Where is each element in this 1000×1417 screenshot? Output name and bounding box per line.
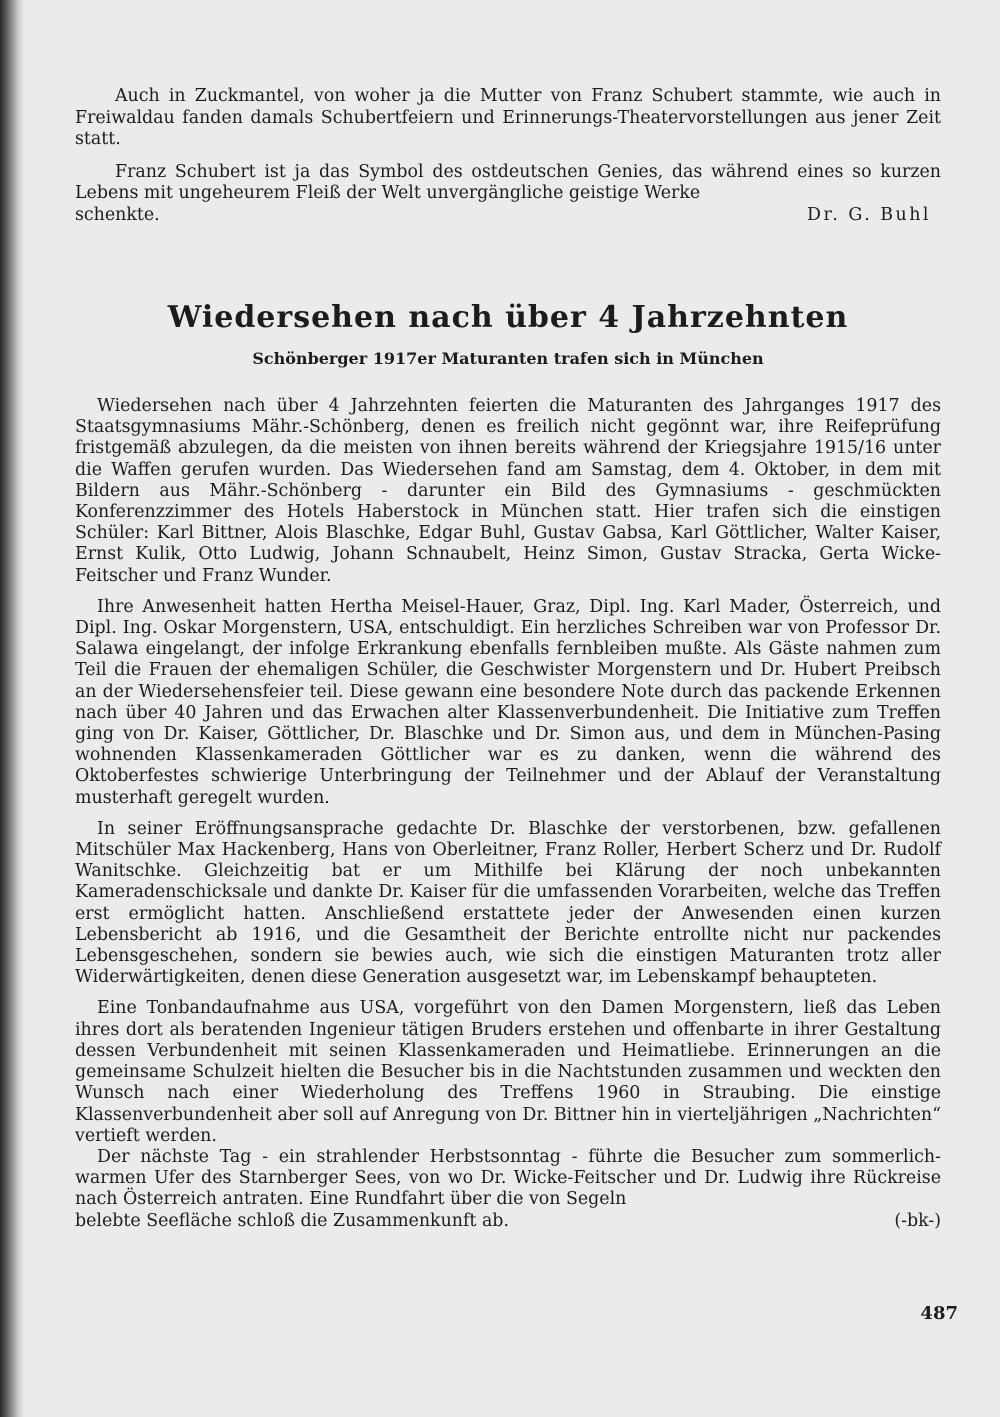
page-content: [75, 86, 941, 1232]
closing-line: [75, 1211, 941, 1232]
article-subtitle: Schönberger 1917er Maturanten trafen sich in München: [252, 349, 764, 368]
signature: Dr. G. Buhl: [807, 204, 931, 225]
author-initials: (-bk-): [894, 1210, 941, 1231]
article-paragraph: In seiner Eröffnungsansprache gedachte Dr. Blaschke der verstorbenen, bzw. gefallenen Mitschüler Max Hackenberg, Hans von Oberleitner, Franz Roller, Herbert Scherz und Dr. Rudolf Wanitschke. Gleichzeitig bat er um Mithilfe bei Klärung der noch unbekannten Kameradenschicksale und dankte Dr. Kaiser für die umfassenden Vorarbeiten, welche das Treffen erst ermöglicht hatten. Anschließend erstattete jeder der Anwesenden einen kurzen Lebensbericht ab 1916, und die Gesamtheit der Berichte entrollte nicht nur packendes Lebensgeschehen, sondern sie bewies auch, wie sich die einstigen Maturanten trotz aller Widerwärtigkeiten, denen diese Generation ausgesetzt war, im Lebenskampf behaupteten.: [75, 818, 941, 988]
closing-text: belebte Seefläche schloß die Zusammenkunft ab.: [75, 1210, 509, 1231]
signature-line: [75, 205, 941, 227]
article-paragraph: Eine Tonbandaufnahme aus USA, vorgeführt von den Damen Morgenstern, ließ das Leben ihres dort als beratenden Ingenieur tätigen Bruders erstehen und offenbarte in ihrer Gestaltung dessen Verbundenheit mit seinen Klassenkameraden und Heimatliebe. Erinnerungen an die gemeinsame Schulzeit hielten die Besucher bis in die Nachtstunden zusammen und weckten den Wunsch nach einer Wiederholung des Treffens 1960 in Straubing. Die einstige Klassenverbundenheit aber soll auf Anregung von Dr. Bittner hin in vierteljährigen „Nachrichten“ vertieft werden.: [75, 998, 941, 1146]
intro-paragraph-2: Franz Schubert ist ja das Symbol des ostdeutschen Genies, das während eines so kurzen Lebens mit ungeheurem Fleiß der Welt unvergängliche geistige Werke: [75, 161, 941, 203]
intro-section: [75, 86, 941, 226]
article-title: Wiedersehen nach über 4 Jahrzehnten: [167, 300, 849, 335]
article-paragraph: Ihre Anwesenheit hatten Hertha Meisel-Hauer, Graz, Dipl. Ing. Karl Mader, Österreich, und Dipl. Ing. Oskar Morgenstern, USA, entschuldigt. Ein herzliches Schreiben war von Professor Dr. Salawa eingelangt, der infolge Erkrankung ebenfalls fernbleiben mußte. Als Gäste nahmen zum Teil die Frauen der ehemaligen Schüler, die Geschwister Morgenstern und Dr. Hubert Preibsch an der Wiedersehensfeier teil. Diese gewann eine besondere Note durch das packende Erkennen nach über 40 Jahren und das Erwachen alter Klassenverbundenheit. Die Initiative zum Treffen ging von Dr. Kaiser, Göttlicher, Dr. Blaschke und Dr. Simon aus, und dem in München-Pasing wohnenden Klassenkameraden Göttlicher war es zu danken, wenn die während des Oktoberfestes schwierige Unterbringung der Teilnehmer und der Ablauf der Veranstaltung musterhaft geregelt wurden.: [75, 596, 941, 808]
intro-paragraph-1: Auch in Zuckmantel, von woher ja die Mutter von Franz Schubert stammte, wie auch in Freiwaldau fanden damals Schubertfeiern und Erinnerungs-Theatervorstellungen aus jener Zeit statt.: [75, 86, 941, 149]
final-paragraph: [75, 1147, 941, 1232]
page-number: 487: [920, 1303, 958, 1324]
article-body: [75, 396, 941, 1232]
binding-shadow: [0, 0, 24, 1417]
article-paragraph: Wiedersehen nach über 4 Jahrzehnten feierten die Maturanten des Jahrganges 1917 des Staatsgymnasiums Mähr.-Schönberg, denen es freilich nicht gegönnt war, ihre Reifeprüfung fristgemäß abzulegen, da die meisten von ihnen bereits während der Kriegsjahre 1915/16 unter die Waffen gerufen wurden. Das Wiedersehen fand am Samstag, dem 4. Oktober, in dem mit Bildern aus Mähr.-Schönberg - darunter ein Bild des Gymnasiums - geschmückten Konferenzzimmer des Hotels Haberstock in München statt. Hier trafen sich die einstigen Schüler: Karl Bittner, Alois Blaschke, Edgar Buhl, Gustav Gabsa, Karl Göttlicher, Walter Kaiser, Ernst Kulik, Otto Ludwig, Johann Schnaubelt, Heinz Simon, Gustav Stracka, Gerta Wicke-Feitscher und Franz Wunder.: [75, 396, 941, 586]
intro-paragraph-2-end: schenkte.: [75, 204, 160, 225]
article-paragraph: Der nächste Tag - ein strahlender Herbstsonntag - führte die Besucher zum sommerlich-warmen Ufer des Starnberger Sees, von wo Dr. Wicke-Feitscher und Dr. Ludwig ihre Rückreise nach Österreich antraten. Eine Rundfahrt über die von Segeln: [75, 1146, 941, 1210]
